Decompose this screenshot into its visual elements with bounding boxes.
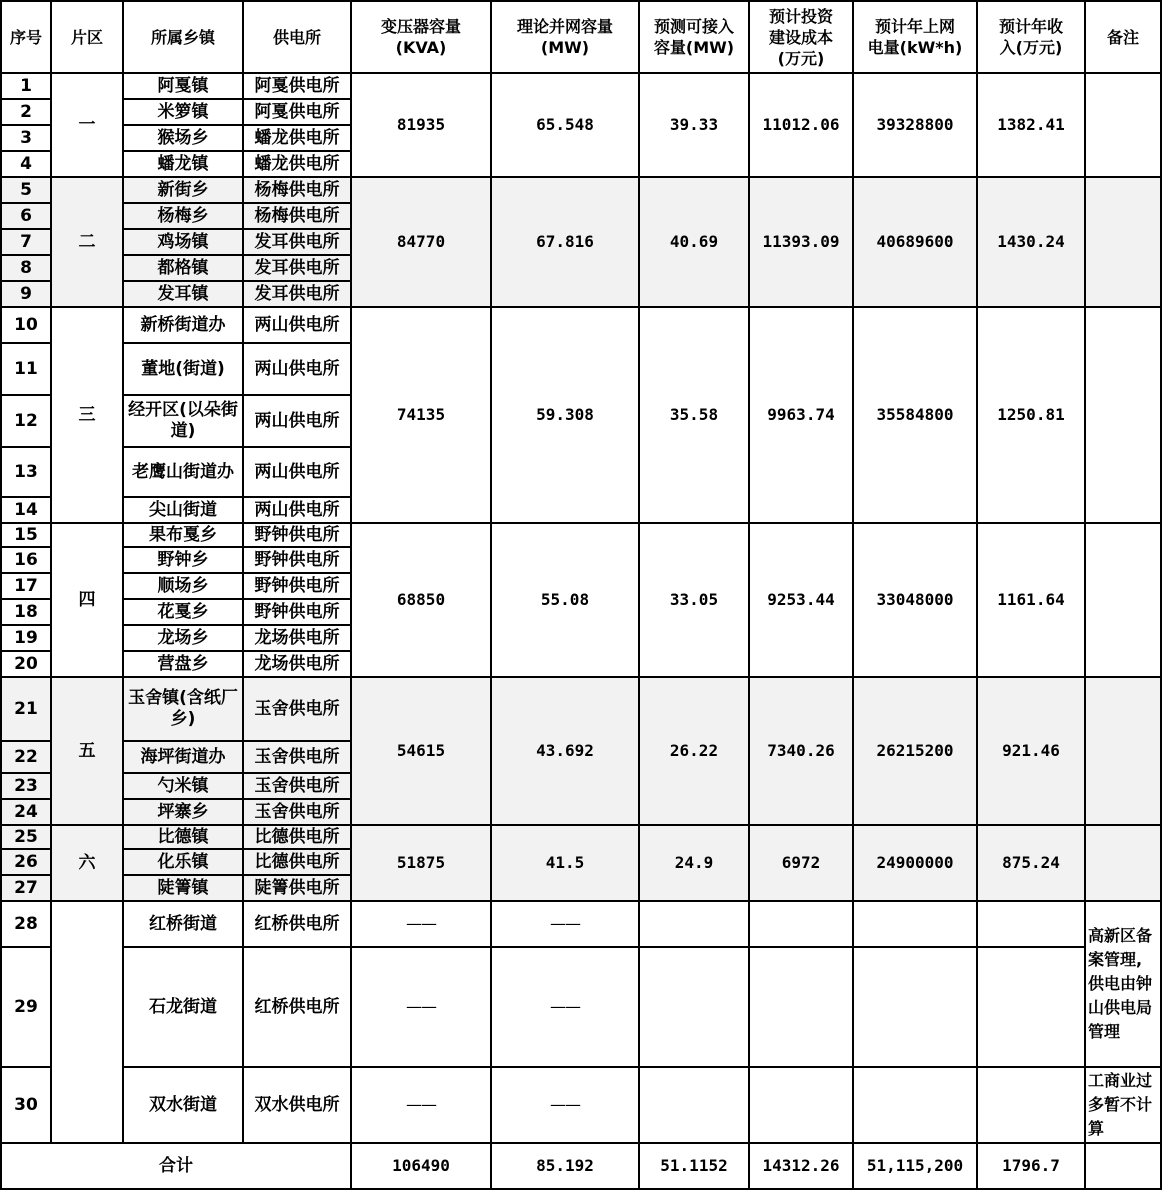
group-forecast: 33.05 bbox=[639, 523, 749, 677]
station-cell: 野钟供电所 bbox=[243, 547, 351, 573]
group-capacity: 54615 bbox=[351, 677, 491, 825]
town-cell: 勺米镇 bbox=[123, 773, 243, 799]
note-cell bbox=[1085, 523, 1161, 677]
station-cell: 阿戛供电所 bbox=[243, 73, 351, 99]
header-energy: 预计年上网 电量(kW*h) bbox=[853, 1, 977, 73]
forecast-cell bbox=[639, 1067, 749, 1143]
station-cell: 比德供电所 bbox=[243, 825, 351, 849]
town-cell: 新街乡 bbox=[123, 177, 243, 203]
group-theory: 41.5 bbox=[491, 825, 639, 901]
zone-cell: 二 bbox=[51, 177, 123, 307]
row-index: 5 bbox=[1, 177, 51, 203]
group-cost: 6972 bbox=[749, 825, 853, 901]
group-theory: 65.548 bbox=[491, 73, 639, 177]
town-cell: 野钟乡 bbox=[123, 547, 243, 573]
station-cell: 野钟供电所 bbox=[243, 523, 351, 547]
total-theory: 85.192 bbox=[491, 1143, 639, 1189]
town-cell: 海坪街道办 bbox=[123, 741, 243, 773]
zone-cell: 五 bbox=[51, 677, 123, 825]
energy-cell bbox=[853, 901, 977, 947]
row-index: 2 bbox=[1, 99, 51, 125]
table-row bbox=[1, 947, 1161, 1067]
group-capacity: 51875 bbox=[351, 825, 491, 901]
group-theory: 59.308 bbox=[491, 307, 639, 523]
town-cell: 果布戛乡 bbox=[123, 523, 243, 547]
note-cell bbox=[1085, 177, 1161, 307]
note-cell bbox=[1085, 825, 1161, 901]
capacity-cell: —— bbox=[351, 947, 491, 1067]
total-row bbox=[1, 1143, 1161, 1189]
row-index: 27 bbox=[1, 875, 51, 901]
header-cost: 预计投资 建设成本 (万元) bbox=[749, 1, 853, 73]
header-station: 供电所 bbox=[243, 1, 351, 73]
town-cell: 董地(街道) bbox=[123, 343, 243, 395]
town-cell: 双水街道 bbox=[123, 1067, 243, 1143]
group-capacity: 74135 bbox=[351, 307, 491, 523]
total-capacity: 106490 bbox=[351, 1143, 491, 1189]
header-zone: 片区 bbox=[51, 1, 123, 73]
row-index: 6 bbox=[1, 203, 51, 229]
town-cell: 尖山街道 bbox=[123, 497, 243, 523]
header-note: 备注 bbox=[1085, 1, 1161, 73]
header-forecast: 预测可接入 容量(MW) bbox=[639, 1, 749, 73]
header-theory: 理论并网容量 (MW) bbox=[491, 1, 639, 73]
station-cell: 蟠龙供电所 bbox=[243, 151, 351, 177]
town-cell: 龙场乡 bbox=[123, 625, 243, 651]
station-cell: 蟠龙供电所 bbox=[243, 125, 351, 151]
town-cell: 猴场乡 bbox=[123, 125, 243, 151]
town-cell: 花戛乡 bbox=[123, 599, 243, 625]
town-cell: 杨梅乡 bbox=[123, 203, 243, 229]
capacity-cell: —— bbox=[351, 1067, 491, 1143]
header-row bbox=[1, 1, 1161, 73]
zone-cell: 三 bbox=[51, 307, 123, 523]
town-cell: 陡箐镇 bbox=[123, 875, 243, 901]
energy-cell bbox=[853, 1067, 977, 1143]
group-forecast: 35.58 bbox=[639, 307, 749, 523]
table-row bbox=[1, 901, 1161, 947]
group-cost: 9963.74 bbox=[749, 307, 853, 523]
cost-cell bbox=[749, 901, 853, 947]
header-town: 所属乡镇 bbox=[123, 1, 243, 73]
town-cell: 化乐镇 bbox=[123, 849, 243, 875]
group-energy: 35584800 bbox=[853, 307, 977, 523]
group-energy: 40689600 bbox=[853, 177, 977, 307]
note-cell bbox=[1085, 307, 1161, 523]
group-energy: 26215200 bbox=[853, 677, 977, 825]
zone-cell: 四 bbox=[51, 523, 123, 677]
row-index: 4 bbox=[1, 151, 51, 177]
revenue-cell bbox=[977, 1067, 1085, 1143]
row-index: 9 bbox=[1, 281, 51, 307]
town-cell: 阿戛镇 bbox=[123, 73, 243, 99]
row-index: 23 bbox=[1, 773, 51, 799]
town-cell: 都格镇 bbox=[123, 255, 243, 281]
group-revenue: 1430.24 bbox=[977, 177, 1085, 307]
theory-cell: —— bbox=[491, 901, 639, 947]
group-energy: 33048000 bbox=[853, 523, 977, 677]
station-cell: 龙场供电所 bbox=[243, 625, 351, 651]
station-cell: 发耳供电所 bbox=[243, 229, 351, 255]
revenue-cell bbox=[977, 901, 1085, 947]
total-revenue: 1796.7 bbox=[977, 1143, 1085, 1189]
row-index: 12 bbox=[1, 395, 51, 447]
row-index: 25 bbox=[1, 825, 51, 849]
town-cell: 新桥街道办 bbox=[123, 307, 243, 343]
total-label: 合计 bbox=[1, 1143, 351, 1189]
group-energy: 24900000 bbox=[853, 825, 977, 901]
group-revenue: 1250.81 bbox=[977, 307, 1085, 523]
capacity-cell: —— bbox=[351, 901, 491, 947]
forecast-cell bbox=[639, 947, 749, 1067]
group-energy: 39328800 bbox=[853, 73, 977, 177]
station-cell: 两山供电所 bbox=[243, 447, 351, 497]
station-cell: 双水供电所 bbox=[243, 1067, 351, 1143]
note-cell bbox=[1085, 73, 1161, 177]
group-theory: 55.08 bbox=[491, 523, 639, 677]
group-revenue: 1382.41 bbox=[977, 73, 1085, 177]
station-cell: 两山供电所 bbox=[243, 343, 351, 395]
row-index: 14 bbox=[1, 497, 51, 523]
row-index: 17 bbox=[1, 573, 51, 599]
station-cell: 两山供电所 bbox=[243, 395, 351, 447]
header-idx: 序号 bbox=[1, 1, 51, 73]
zone-cell bbox=[51, 901, 123, 1143]
note-cell bbox=[1085, 677, 1161, 825]
station-cell: 发耳供电所 bbox=[243, 255, 351, 281]
row-index: 29 bbox=[1, 947, 51, 1067]
row-index: 3 bbox=[1, 125, 51, 151]
row-index: 24 bbox=[1, 799, 51, 825]
group-theory: 43.692 bbox=[491, 677, 639, 825]
table-row bbox=[1, 825, 1161, 849]
row-index: 16 bbox=[1, 547, 51, 573]
row-index: 20 bbox=[1, 651, 51, 677]
group-forecast: 39.33 bbox=[639, 73, 749, 177]
group-cost: 7340.26 bbox=[749, 677, 853, 825]
row-index: 21 bbox=[1, 677, 51, 741]
group-forecast: 24.9 bbox=[639, 825, 749, 901]
station-cell: 红桥供电所 bbox=[243, 901, 351, 947]
station-cell: 红桥供电所 bbox=[243, 947, 351, 1067]
group-forecast: 40.69 bbox=[639, 177, 749, 307]
station-cell: 杨梅供电所 bbox=[243, 203, 351, 229]
theory-cell: —— bbox=[491, 947, 639, 1067]
group-capacity: 81935 bbox=[351, 73, 491, 177]
energy-cell bbox=[853, 947, 977, 1067]
station-cell: 玉舍供电所 bbox=[243, 741, 351, 773]
station-cell: 野钟供电所 bbox=[243, 599, 351, 625]
station-cell: 野钟供电所 bbox=[243, 573, 351, 599]
note-cell: 高新区备案管理,供电由钟山供电局管理 bbox=[1085, 901, 1161, 1067]
total-note bbox=[1085, 1143, 1161, 1189]
table-row bbox=[1, 307, 1161, 343]
town-cell: 坪寨乡 bbox=[123, 799, 243, 825]
group-revenue: 921.46 bbox=[977, 677, 1085, 825]
row-index: 13 bbox=[1, 447, 51, 497]
station-cell: 阿戛供电所 bbox=[243, 99, 351, 125]
town-cell: 米箩镇 bbox=[123, 99, 243, 125]
group-theory: 67.816 bbox=[491, 177, 639, 307]
station-cell: 比德供电所 bbox=[243, 849, 351, 875]
station-cell: 两山供电所 bbox=[243, 497, 351, 523]
header-capacity: 变压器容量 (KVA) bbox=[351, 1, 491, 73]
note-cell: 工商业过多暂不计算 bbox=[1085, 1067, 1161, 1143]
station-cell: 玉舍供电所 bbox=[243, 677, 351, 741]
row-index: 11 bbox=[1, 343, 51, 395]
zone-cell: 一 bbox=[51, 73, 123, 177]
group-cost: 9253.44 bbox=[749, 523, 853, 677]
town-cell: 老鹰山街道办 bbox=[123, 447, 243, 497]
station-cell: 玉舍供电所 bbox=[243, 799, 351, 825]
row-index: 30 bbox=[1, 1067, 51, 1143]
station-cell: 两山供电所 bbox=[243, 307, 351, 343]
forecast-cell bbox=[639, 901, 749, 947]
total-energy: 51,115,200 bbox=[853, 1143, 977, 1189]
town-cell: 顺场乡 bbox=[123, 573, 243, 599]
town-cell: 石龙街道 bbox=[123, 947, 243, 1067]
table-row bbox=[1, 177, 1161, 203]
row-index: 22 bbox=[1, 741, 51, 773]
town-cell: 营盘乡 bbox=[123, 651, 243, 677]
row-index: 8 bbox=[1, 255, 51, 281]
station-cell: 陡箐供电所 bbox=[243, 875, 351, 901]
group-cost: 11012.06 bbox=[749, 73, 853, 177]
table-row bbox=[1, 1067, 1161, 1143]
station-cell: 龙场供电所 bbox=[243, 651, 351, 677]
row-index: 26 bbox=[1, 849, 51, 875]
town-cell: 经开区(以朵街道) bbox=[123, 395, 243, 447]
station-cell: 杨梅供电所 bbox=[243, 177, 351, 203]
group-capacity: 68850 bbox=[351, 523, 491, 677]
town-cell: 鸡场镇 bbox=[123, 229, 243, 255]
station-cell: 玉舍供电所 bbox=[243, 773, 351, 799]
row-index: 10 bbox=[1, 307, 51, 343]
table-row bbox=[1, 73, 1161, 99]
total-cost: 14312.26 bbox=[749, 1143, 853, 1189]
row-index: 7 bbox=[1, 229, 51, 255]
station-cell: 发耳供电所 bbox=[243, 281, 351, 307]
total-forecast: 51.1152 bbox=[639, 1143, 749, 1189]
row-index: 28 bbox=[1, 901, 51, 947]
group-revenue: 875.24 bbox=[977, 825, 1085, 901]
zone-cell: 六 bbox=[51, 825, 123, 901]
row-index: 19 bbox=[1, 625, 51, 651]
town-cell: 蟠龙镇 bbox=[123, 151, 243, 177]
town-cell: 红桥街道 bbox=[123, 901, 243, 947]
town-cell: 玉舍镇(含纸厂乡) bbox=[123, 677, 243, 741]
theory-cell: —— bbox=[491, 1067, 639, 1143]
group-cost: 11393.09 bbox=[749, 177, 853, 307]
group-forecast: 26.22 bbox=[639, 677, 749, 825]
town-cell: 比德镇 bbox=[123, 825, 243, 849]
row-index: 1 bbox=[1, 73, 51, 99]
cost-cell bbox=[749, 1067, 853, 1143]
header-revenue: 预计年收 入(万元) bbox=[977, 1, 1085, 73]
town-cell: 发耳镇 bbox=[123, 281, 243, 307]
cost-cell bbox=[749, 947, 853, 1067]
group-revenue: 1161.64 bbox=[977, 523, 1085, 677]
group-capacity: 84770 bbox=[351, 177, 491, 307]
row-index: 18 bbox=[1, 599, 51, 625]
row-index: 15 bbox=[1, 523, 51, 547]
table-row bbox=[1, 523, 1161, 547]
table-row bbox=[1, 677, 1161, 741]
revenue-cell bbox=[977, 947, 1085, 1067]
